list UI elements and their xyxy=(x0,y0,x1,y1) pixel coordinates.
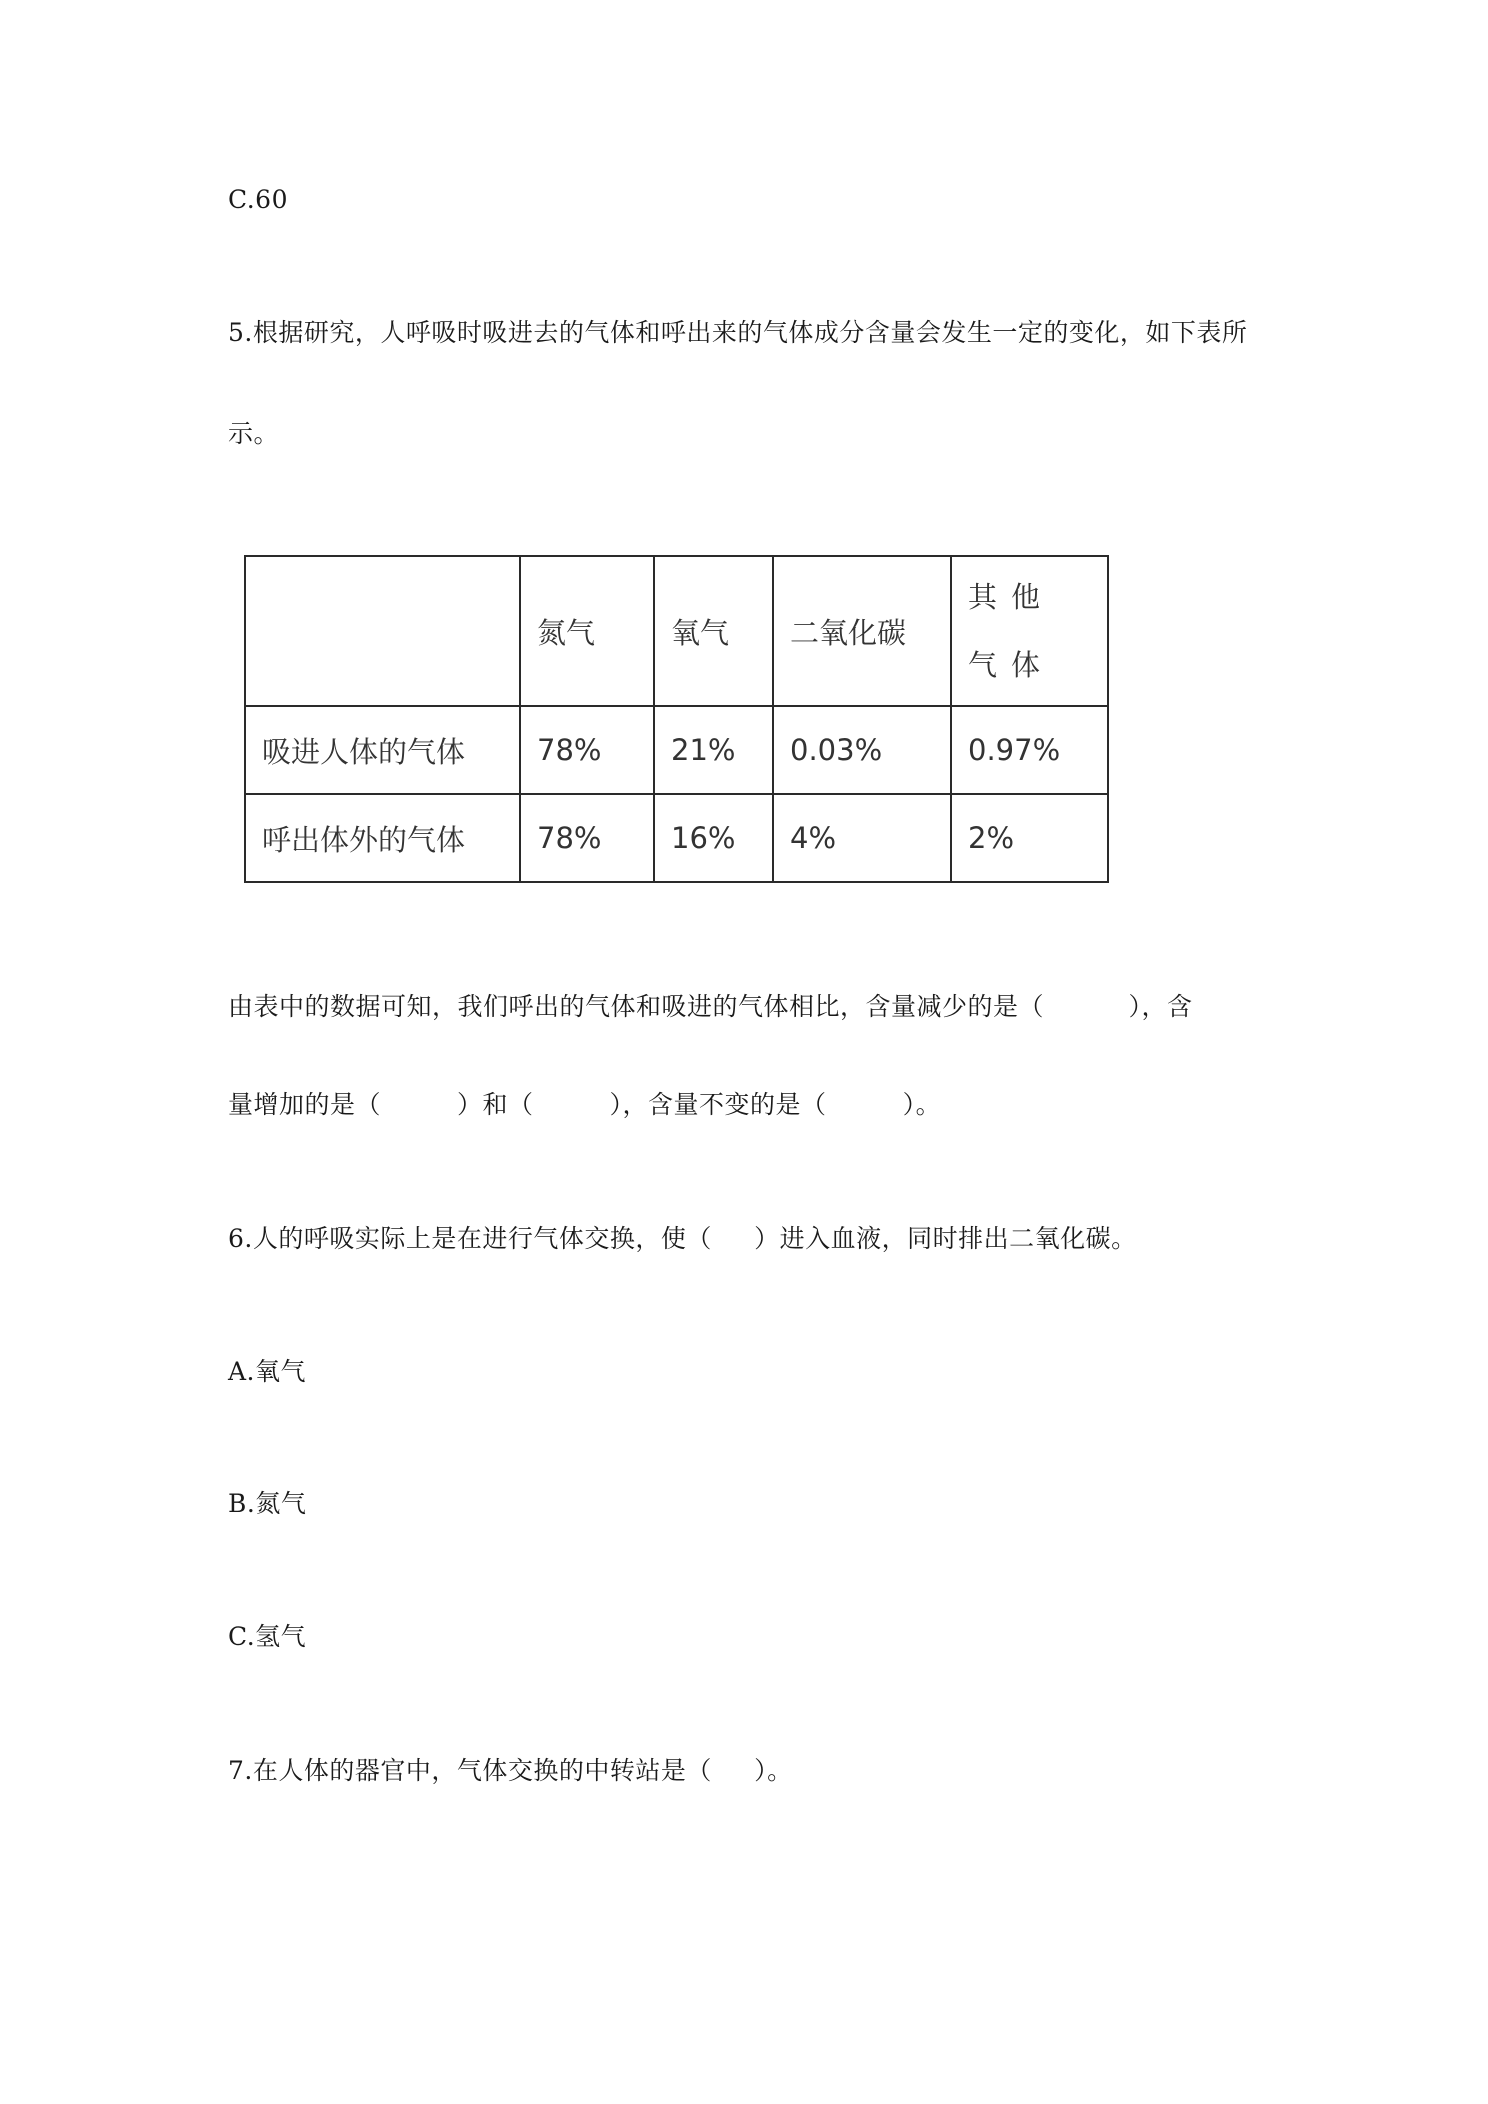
question-6-option-b: B.氮气 xyxy=(228,1489,307,1518)
question-6: 6.人的呼吸实际上是在进行气体交换，使（ ）进入血液，同时排出二氧化碳。 xyxy=(228,1224,1137,1253)
table-cell: 4% xyxy=(773,794,951,882)
table-header-carbon-dioxide: 二氧化碳 xyxy=(773,556,951,706)
table-cell: 0.97% xyxy=(951,706,1108,794)
table-cell: 16% xyxy=(654,794,773,882)
question-6-option-a: A.氧气 xyxy=(228,1357,307,1386)
table-header-oxygen: 氧气 xyxy=(654,556,773,706)
table-row xyxy=(245,706,1108,794)
question-7: 7.在人体的器官中，气体交换的中转站是（ ）。 xyxy=(228,1756,793,1785)
table-cell: 78% xyxy=(520,706,654,794)
gas-composition-table-wrap xyxy=(244,555,1109,883)
table-header-nitrogen: 氮气 xyxy=(520,556,654,706)
table-row-label: 呼出体外的气体 xyxy=(245,794,520,882)
table-cell: 21% xyxy=(654,706,773,794)
table-header-empty xyxy=(245,556,520,706)
question-5-line-3: 由表中的数据可知，我们呼出的气体和吸进的气体相比，含量减少的是（ ），含 xyxy=(228,992,1193,1021)
table-header-row xyxy=(245,556,1108,706)
table-cell: 0.03% xyxy=(773,706,951,794)
gas-composition-table xyxy=(244,555,1109,883)
option-c-60: C.60 xyxy=(228,185,288,214)
table-row xyxy=(245,794,1108,882)
question-6-option-c: C.氢气 xyxy=(228,1622,307,1651)
table-cell: 2% xyxy=(951,794,1108,882)
table-cell: 78% xyxy=(520,794,654,882)
question-5-line-2: 示。 xyxy=(228,419,280,448)
table-row-label: 吸进人体的气体 xyxy=(245,706,520,794)
question-5-line-4: 量增加的是（ ）和（ ），含量不变的是（ ）。 xyxy=(228,1090,942,1119)
table-header-other-gases: 其他气体 xyxy=(951,556,1108,706)
question-5-line-1: 5.根据研究，人呼吸时吸进去的气体和呼出来的气体成分含量会发生一定的变化，如下表所 xyxy=(228,318,1248,347)
